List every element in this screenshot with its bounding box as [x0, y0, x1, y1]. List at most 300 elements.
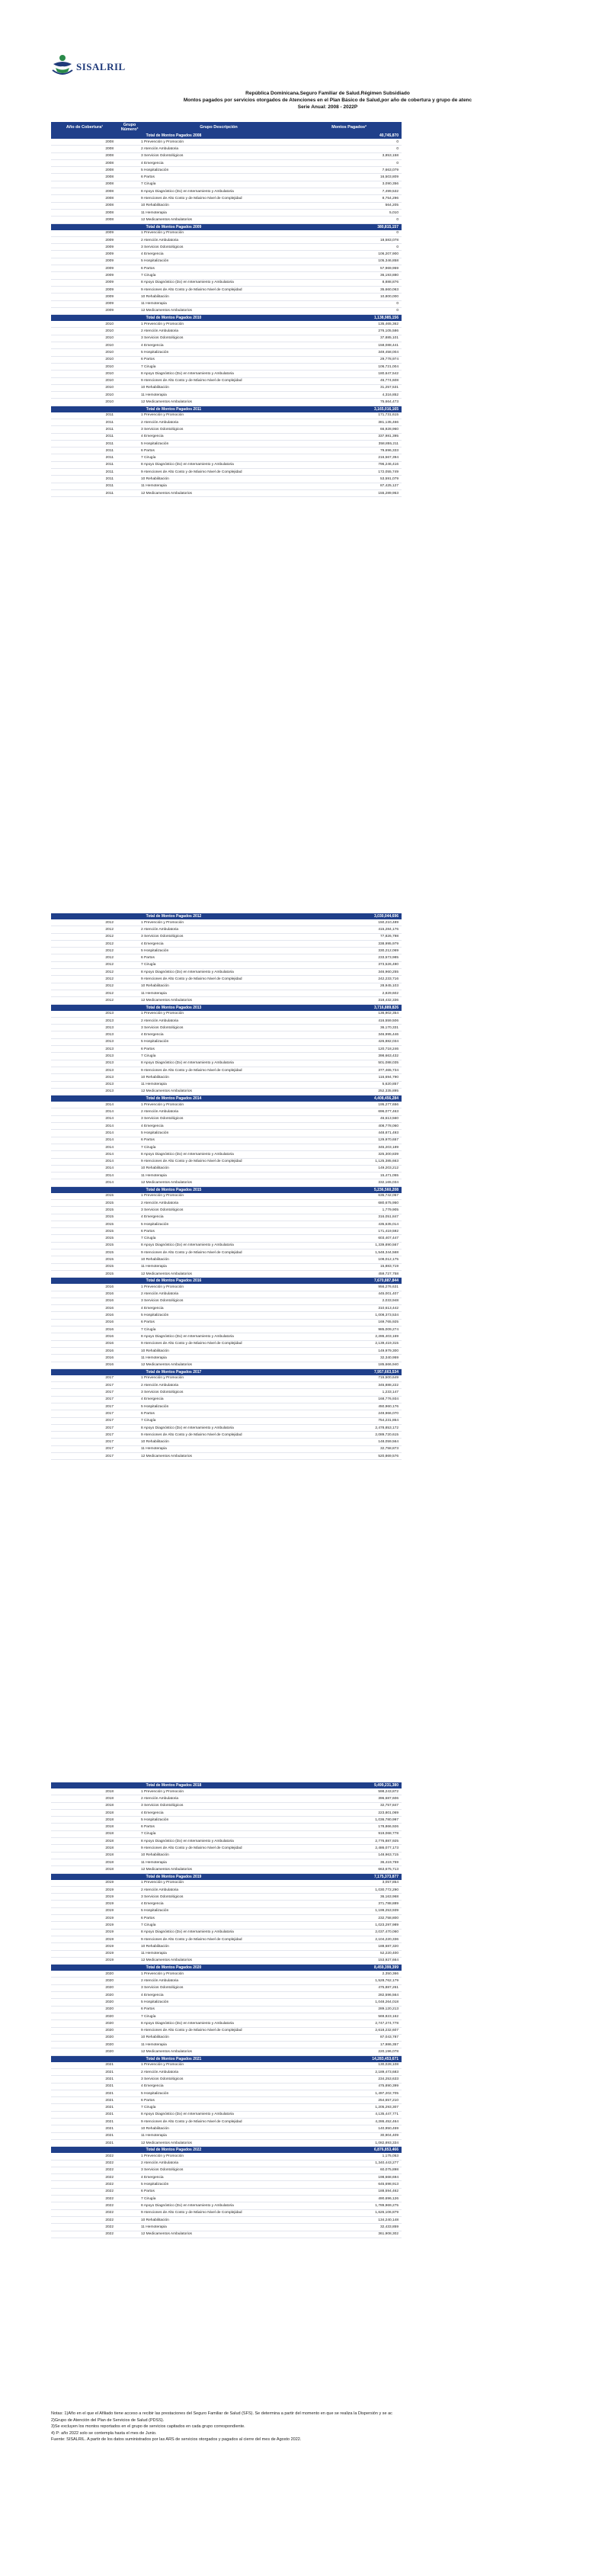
row-amount: 475,890,399	[378, 2084, 399, 2089]
table-row	[51, 454, 402, 461]
row-group-description: 8 Apoyo Diagnóstico (Dx) en Internamiento y Ambulatoria	[141, 281, 234, 285]
year-total-value: 7,175,373,877	[374, 1874, 399, 1879]
row-amount: 603,407,447	[378, 1237, 399, 1241]
row-group-description: 9 Atenciones de Alto Costo y de Máximo Nivel de Complejidad	[141, 470, 242, 474]
row-group-description: 11 Hemoterapia	[141, 2225, 167, 2229]
row-year: 2020	[105, 2029, 114, 2033]
row-group-description: 11 Hemoterapia	[141, 210, 167, 215]
year-total-label: Total de Montos Pagados 2013	[146, 1005, 202, 1010]
row-year: 2022	[105, 2232, 114, 2237]
row-amount: 18,583,078	[379, 238, 399, 242]
table-row	[51, 476, 402, 483]
row-group-description: 8 Apoyo Diagnóstico (Dx) en Internamiento y Ambulatoria	[141, 2112, 234, 2117]
table-row	[51, 328, 402, 335]
table-row	[51, 195, 402, 202]
table-row	[51, 2035, 402, 2042]
row-year: 2011	[105, 448, 114, 453]
row-year: 2022	[105, 2218, 114, 2222]
table-row	[51, 1362, 402, 1369]
year-total-row	[51, 1965, 402, 1971]
row-year: 2021	[105, 2141, 114, 2145]
row-group-description: 4 Emergencia	[141, 435, 164, 439]
row-amount: 1,779,905	[382, 1208, 399, 1212]
row-year: 2008	[105, 189, 114, 194]
row-group-description: 8 Apoyo Diagnóstico (Dx) en Internamiento y Ambulatoria	[141, 2021, 234, 2026]
row-year: 2013	[105, 1083, 114, 1087]
table-row	[51, 1108, 402, 1115]
row-group-description: 5 Hospitalización	[141, 1909, 169, 1914]
row-group-description: 1 Prevención y Promoción	[141, 2063, 184, 2068]
row-group-description: 4 Emergencia	[141, 1306, 164, 1310]
row-amount: 140,950,459	[378, 2127, 399, 2131]
row-group-description: 9 Atenciones de Alto Costo y de Máximo Nivel de Complejidad	[141, 2029, 242, 2033]
table-row	[51, 244, 402, 251]
row-year: 2009	[105, 287, 114, 292]
row-group-description: 6 Partos	[141, 1916, 155, 1920]
year-total-row	[51, 1874, 402, 1880]
row-group-description: 4 Emergencia	[141, 2084, 164, 2089]
row-year: 2012	[105, 927, 114, 932]
row-year: 2012	[105, 920, 114, 925]
table-row	[51, 2189, 402, 2196]
table-row	[51, 419, 402, 426]
table-row	[51, 983, 402, 990]
row-year: 2013	[105, 1040, 114, 1044]
row-amount: 919,068,778	[378, 1832, 399, 1837]
row-year: 2009	[105, 238, 114, 242]
row-group-description: 9 Atenciones de Alto Costo y de Máximo Nivel de Complejidad	[141, 1846, 242, 1851]
table-row	[51, 1060, 402, 1067]
table-row	[51, 1320, 402, 1326]
table-row	[51, 1788, 402, 1795]
row-year: 2009	[105, 266, 114, 271]
row-group-description: 12 Medicamentos Ambulatorios	[141, 1181, 192, 1185]
row-year: 2018	[105, 1811, 114, 1815]
row-amount: 569,823,162	[378, 2014, 399, 2019]
row-group-description: 12 Medicamentos Ambulatorios	[141, 309, 192, 313]
row-group-description: 10 Rehabilitación	[141, 984, 169, 989]
table-row	[51, 237, 402, 244]
row-amount: 168,776,934	[378, 1397, 399, 1402]
row-amount: 450,960,176	[378, 1404, 399, 1409]
row-year: 2019	[105, 1937, 114, 1942]
header-amount: Montos Pagados²	[331, 125, 367, 130]
row-group-description: 2 Atención Ambulatoria	[141, 1201, 179, 1205]
row-group-description: 12 Medicamentos Ambulatorios	[141, 1867, 192, 1872]
row-year: 2011	[105, 441, 114, 446]
table-row	[51, 1089, 402, 1096]
year-total-label: Total de Montos Pagados 2020	[146, 1965, 202, 1971]
data-table-page-2	[51, 913, 402, 1460]
row-year: 2013	[105, 1061, 114, 1066]
row-amount: 0	[396, 140, 399, 144]
row-year: 2008	[105, 175, 114, 180]
row-amount: 345,203,189	[378, 1145, 399, 1150]
row-amount: 1,548,344,568	[375, 1250, 399, 1255]
row-group-description: 8 Apoyo Diagnóstico (Dx) en Internamiento y Ambulatoria	[141, 2203, 234, 2208]
table-row	[51, 1102, 402, 1108]
row-group-description: 8 Apoyo Diagnóstico (Dx) en Internamiento y Ambulatoria	[141, 189, 234, 194]
row-year: 2017	[105, 1447, 114, 1452]
row-amount: 598,243,872	[378, 1789, 399, 1794]
table-row	[51, 1908, 402, 1915]
row-amount: 564,205	[385, 204, 399, 208]
row-year: 2015	[105, 1258, 114, 1262]
row-group-description: 1 Prevención y Promoción	[141, 1102, 184, 1107]
row-group-description: 6 Partos	[141, 175, 155, 180]
row-amount: 2,618,232,607	[375, 2029, 399, 2033]
table-row	[51, 357, 402, 364]
table-row	[51, 1173, 402, 1179]
row-amount: 5,010	[389, 210, 399, 215]
row-amount: 10,800,000	[379, 294, 399, 299]
row-year: 2017	[105, 1404, 114, 1409]
row-year: 2011	[105, 413, 114, 418]
row-group-description: 2 Atención Ambulatoria	[141, 1888, 179, 1892]
table-row	[51, 1137, 402, 1144]
row-group-description: 3 Servicios Odontológicos	[141, 1025, 184, 1030]
year-total-row	[51, 1369, 402, 1375]
row-year: 2016	[105, 1314, 114, 1318]
row-amount: 520,869,576	[378, 1454, 399, 1458]
row-amount: 171,731,615	[378, 413, 399, 418]
row-amount: 1,528,762,179	[375, 1979, 399, 1984]
table-row	[51, 1082, 402, 1089]
year-total-label: Total de Montos Pagados 2022	[146, 2148, 202, 2153]
row-year: 2016	[105, 1306, 114, 1310]
row-amount: 2,104,220,336	[375, 1937, 399, 1942]
table-row	[51, 1243, 402, 1250]
row-group-description: 4 Emergencia	[141, 1902, 164, 1907]
year-total-value: 7,670,887,844	[374, 1278, 399, 1284]
row-year: 2009	[105, 302, 114, 306]
row-amount: 7,499,532	[382, 189, 399, 194]
row-amount: 2,829,602	[382, 991, 399, 996]
table-row	[51, 2112, 402, 2119]
table-row	[51, 2181, 402, 2188]
row-amount: 325,300,839	[378, 1152, 399, 1156]
row-amount: 252,335,895	[378, 1089, 399, 1094]
row-group-description: 1 Prevención y Promoción	[141, 231, 184, 236]
row-amount: 0	[396, 146, 399, 151]
row-year: 2012	[105, 963, 114, 967]
table-row	[51, 1179, 402, 1186]
row-year: 2010	[105, 371, 114, 376]
row-year: 2012	[105, 970, 114, 974]
row-amount: 0	[396, 161, 399, 165]
row-year: 2010	[105, 379, 114, 383]
row-year: 2018	[105, 1860, 114, 1865]
table-row	[51, 1389, 402, 1396]
row-group-description: 4 Emergencia	[141, 1124, 164, 1128]
table-row	[51, 919, 402, 926]
row-group-description: 10 Rehabilitación	[141, 1258, 169, 1262]
row-year: 2022	[105, 2154, 114, 2158]
row-year: 2020	[105, 2021, 114, 2026]
row-year: 2020	[105, 2050, 114, 2055]
report-title-3: Serie Anual: 2008 - 2022P	[297, 104, 358, 110]
table-row	[51, 174, 402, 181]
row-group-description: 2 Atención Ambulatoria	[141, 329, 179, 334]
table-row	[51, 1382, 402, 1389]
footnote: Fuente: SISALRIL. A partir de los datos suministrados por las ARS de servicios otorgados y pagados al cierre del mes de Agosto 2022.	[51, 2437, 302, 2443]
row-amount: 169,765,925	[378, 1320, 399, 1325]
row-year: 2015	[105, 1272, 114, 1276]
row-year: 2020	[105, 1979, 114, 1984]
year-total-value: 14,283,453,671	[372, 2056, 399, 2061]
row-amount: 361,908,302	[378, 2232, 399, 2237]
row-amount: 135,465,362	[378, 322, 399, 326]
report-titles	[114, 90, 541, 111]
row-year: 2008	[105, 168, 114, 172]
row-amount: 0	[396, 302, 399, 306]
row-amount: 79,696,333	[379, 448, 399, 453]
row-year: 2011	[105, 435, 114, 439]
year-total-value: 8,459,399,399	[374, 1965, 399, 1971]
table-row	[51, 1936, 402, 1943]
table-row	[51, 203, 402, 210]
row-year: 2017	[105, 1432, 114, 1437]
row-group-description: 7 Cirugía	[141, 2106, 156, 2110]
row-year: 2015	[105, 1201, 114, 1205]
row-year: 2014	[105, 1102, 114, 1107]
year-total-value: 4,408,456,284	[374, 1096, 399, 1102]
row-group-description: 10 Rehabilitación	[141, 1349, 169, 1353]
row-amount: 0	[396, 245, 399, 249]
row-year: 2009	[105, 281, 114, 285]
row-year: 2008	[105, 154, 114, 159]
table-row	[51, 1298, 402, 1305]
table-row	[51, 160, 402, 167]
row-amount: 276,105,586	[378, 329, 399, 334]
row-amount: 1,497,202,705	[375, 2091, 399, 2096]
footnotes	[51, 2411, 478, 2443]
row-group-description: 2 Atención Ambulatoria	[141, 1979, 179, 1984]
year-total-label: Total de Montos Pagados 2018	[146, 1783, 202, 1788]
row-group-description: 10 Rehabilitación	[141, 294, 169, 299]
row-amount: 57,969,959	[379, 266, 399, 271]
report-title-2: Montos pagados por servicios otorgados de Atenciones en el Plan Básico de Salud,por año de cobertura y grupo de atenc	[183, 98, 472, 103]
table-row	[51, 1256, 402, 1263]
row-amount: 426,882,034	[378, 1040, 399, 1044]
row-group-description: 4 Emergencia	[141, 2175, 164, 2180]
row-year: 2010	[105, 364, 114, 369]
row-group-description: 1 Prevención y Promoción	[141, 1194, 184, 1198]
row-amount: 149,203,212	[378, 1166, 399, 1171]
row-amount: 130,028,108	[378, 2063, 399, 2068]
table-row	[51, 2020, 402, 2027]
row-group-description: 9 Atenciones de Alto Costo y de Máximo Nivel de Complejidad	[141, 1937, 242, 1942]
row-amount: 1,036,780,997	[375, 1817, 399, 1822]
table-row	[51, 1011, 402, 1018]
table-row	[51, 321, 402, 328]
report-title-1: República Dominicana.Seguro Familiar de Salud.Régimen Subsidiado	[245, 91, 410, 96]
year-total-row	[51, 1096, 402, 1102]
row-year: 2018	[105, 1817, 114, 1822]
table-row	[51, 2097, 402, 2104]
row-amount: 171,419,592	[378, 1229, 399, 1233]
row-amount: 398,663,432	[378, 1054, 399, 1058]
row-year: 2014	[105, 1138, 114, 1143]
row-group-description: 12 Medicamentos Ambulatorios	[141, 2141, 192, 2145]
row-amount: 234,253,633	[378, 2077, 399, 2081]
table-row	[51, 272, 402, 279]
year-total-label: Total de Montos Pagados 2021	[146, 2056, 202, 2061]
row-year: 2020	[105, 1993, 114, 1997]
year-total-row	[51, 913, 402, 919]
row-year: 2008	[105, 146, 114, 151]
table-row	[51, 462, 402, 469]
table-row	[51, 1355, 402, 1362]
row-group-description: 2 Atención Ambulatoria	[141, 1796, 179, 1801]
row-amount: 345,888,222	[378, 1383, 399, 1387]
table-row	[51, 1951, 402, 1958]
table-row	[51, 287, 402, 294]
row-group-description: 4 Emergencia	[141, 1993, 164, 1997]
row-year: 2021	[105, 2127, 114, 2131]
row-year: 2012	[105, 956, 114, 961]
row-year: 2018	[105, 1839, 114, 1843]
row-group-description: 10 Rehabilitación	[141, 2218, 169, 2222]
table-row	[51, 1207, 402, 1214]
row-amount: 155,289,953	[378, 491, 399, 496]
table-row	[51, 2231, 402, 2238]
row-group-description: 10 Rehabilitación	[141, 1944, 169, 1949]
table-row	[51, 1144, 402, 1151]
row-group-description: 11 Hemoterapia	[141, 393, 167, 397]
row-year: 2017	[105, 1411, 114, 1416]
table-row	[51, 1795, 402, 1802]
table-row	[51, 434, 402, 441]
row-year: 2008	[105, 204, 114, 208]
row-group-description: 2 Atención Ambulatoria	[141, 2070, 179, 2074]
row-amount: 2,776,887,925	[375, 1839, 399, 1843]
table-row	[51, 969, 402, 976]
table-row	[51, 2133, 402, 2140]
table-row	[51, 342, 402, 349]
row-amount: 134,240,148	[378, 2218, 399, 2222]
table-row	[51, 1880, 402, 1887]
row-year: 2014	[105, 1173, 114, 1178]
table-row	[51, 1410, 402, 1417]
row-amount: 35,660,063	[379, 287, 399, 292]
row-group-description: 11 Hemoterapia	[141, 1173, 167, 1178]
row-group-description: 8 Apoyo Diagnóstico (Dx) en Internamiento y Ambulatoria	[141, 463, 234, 467]
row-amount: 16,503,809	[379, 175, 399, 180]
row-group-description: 11 Hemoterapia	[141, 302, 167, 306]
row-year: 2009	[105, 273, 114, 277]
table-row	[51, 2042, 402, 2048]
table-row	[51, 2140, 402, 2147]
row-year: 2015	[105, 1215, 114, 1220]
table-row	[51, 1439, 402, 1445]
row-group-description: 7 Cirugía	[141, 182, 156, 187]
row-amount: 1,233,147	[382, 1391, 399, 1395]
table-row	[51, 1130, 402, 1137]
row-group-description: 7 Cirugía	[141, 1923, 156, 1927]
table-row	[51, 1200, 402, 1207]
row-amount: 242,233,716	[378, 977, 399, 982]
row-group-description: 7 Cirugía	[141, 1327, 156, 1332]
row-group-description: 9 Atenciones de Alto Costo y de Máximo Nivel de Complejidad	[141, 197, 242, 201]
row-amount: 0	[396, 231, 399, 236]
table-row	[51, 1992, 402, 1999]
row-amount: 349,458,004	[378, 350, 399, 354]
year-total-label: Total de Montos Pagados 2009	[146, 224, 202, 229]
row-group-description: 1 Prevención y Promoción	[141, 1789, 184, 1794]
row-year: 2021	[105, 2098, 114, 2103]
row-group-description: 7 Cirugía	[141, 456, 156, 460]
row-amount: 37,885,101	[379, 336, 399, 341]
row-group-description: 7 Cirugía	[141, 273, 156, 277]
row-amount: 198,668,694	[378, 2175, 399, 2180]
row-group-description: 10 Rehabilitación	[141, 204, 169, 208]
row-group-description: 11 Hemoterapia	[141, 484, 167, 489]
table-row	[51, 1999, 402, 2006]
row-amount: 373,526,490	[378, 963, 399, 967]
row-group-description: 2 Atención Ambulatoria	[141, 1019, 179, 1023]
row-amount: 715,500,649	[378, 1376, 399, 1381]
row-amount: 185,666,940	[378, 1363, 399, 1368]
row-amount: 377,465,734	[378, 1068, 399, 1073]
table-row	[51, 1151, 402, 1158]
table-row	[51, 1894, 402, 1901]
row-year: 2011	[105, 463, 114, 467]
row-amount: 680,675,950	[378, 1201, 399, 1205]
table-row	[51, 1074, 402, 1081]
row-amount: 635,742,057	[378, 1194, 399, 1198]
table-row	[51, 1284, 402, 1291]
row-year: 2011	[105, 484, 114, 489]
row-amount: 1,339,890,567	[375, 1243, 399, 1248]
year-total-label: Total de Montos Pagados 2014	[146, 1096, 202, 1102]
row-amount: 754,231,864	[378, 1419, 399, 1423]
row-year: 2018	[105, 1846, 114, 1851]
row-amount: 1,048,264,018	[375, 2000, 399, 2004]
row-group-description: 10 Rehabilitación	[141, 1075, 169, 1079]
row-year: 2016	[105, 1320, 114, 1325]
table-header	[51, 122, 402, 133]
table-row	[51, 1305, 402, 1312]
table-row	[51, 2069, 402, 2076]
row-year: 2008	[105, 197, 114, 201]
table-row	[51, 1901, 402, 1907]
table-row	[51, 265, 402, 272]
row-amount: 87,425,127	[379, 484, 399, 489]
row-amount: 4,135,447,771	[375, 2112, 399, 2117]
table-row	[51, 1025, 402, 1031]
table-row	[51, 1446, 402, 1453]
row-amount: 1,082,893,334	[375, 2141, 399, 2145]
table-row	[51, 1214, 402, 1221]
row-year: 2019	[105, 1909, 114, 1914]
year-total-row	[51, 1187, 402, 1193]
row-group-description: 10 Rehabilitación	[141, 386, 169, 390]
row-amount: 116,694,790	[378, 1075, 399, 1079]
year-total-row	[51, 133, 402, 139]
header-group: Grupo Número³	[120, 123, 139, 132]
row-amount: 1,205,293,307	[375, 2106, 399, 2110]
row-amount: 2,350,366	[382, 1971, 399, 1976]
row-group-description: 3 Servicios Odontológicos	[141, 935, 184, 939]
table-row	[51, 426, 402, 433]
row-year: 2011	[105, 427, 114, 431]
row-year: 2013	[105, 1068, 114, 1073]
row-group-description: 5 Hospitalización	[141, 441, 169, 446]
row-amount: 29,778,974	[379, 358, 399, 362]
table-row	[51, 2104, 402, 2111]
row-group-description: 6 Partos	[141, 2007, 155, 2012]
